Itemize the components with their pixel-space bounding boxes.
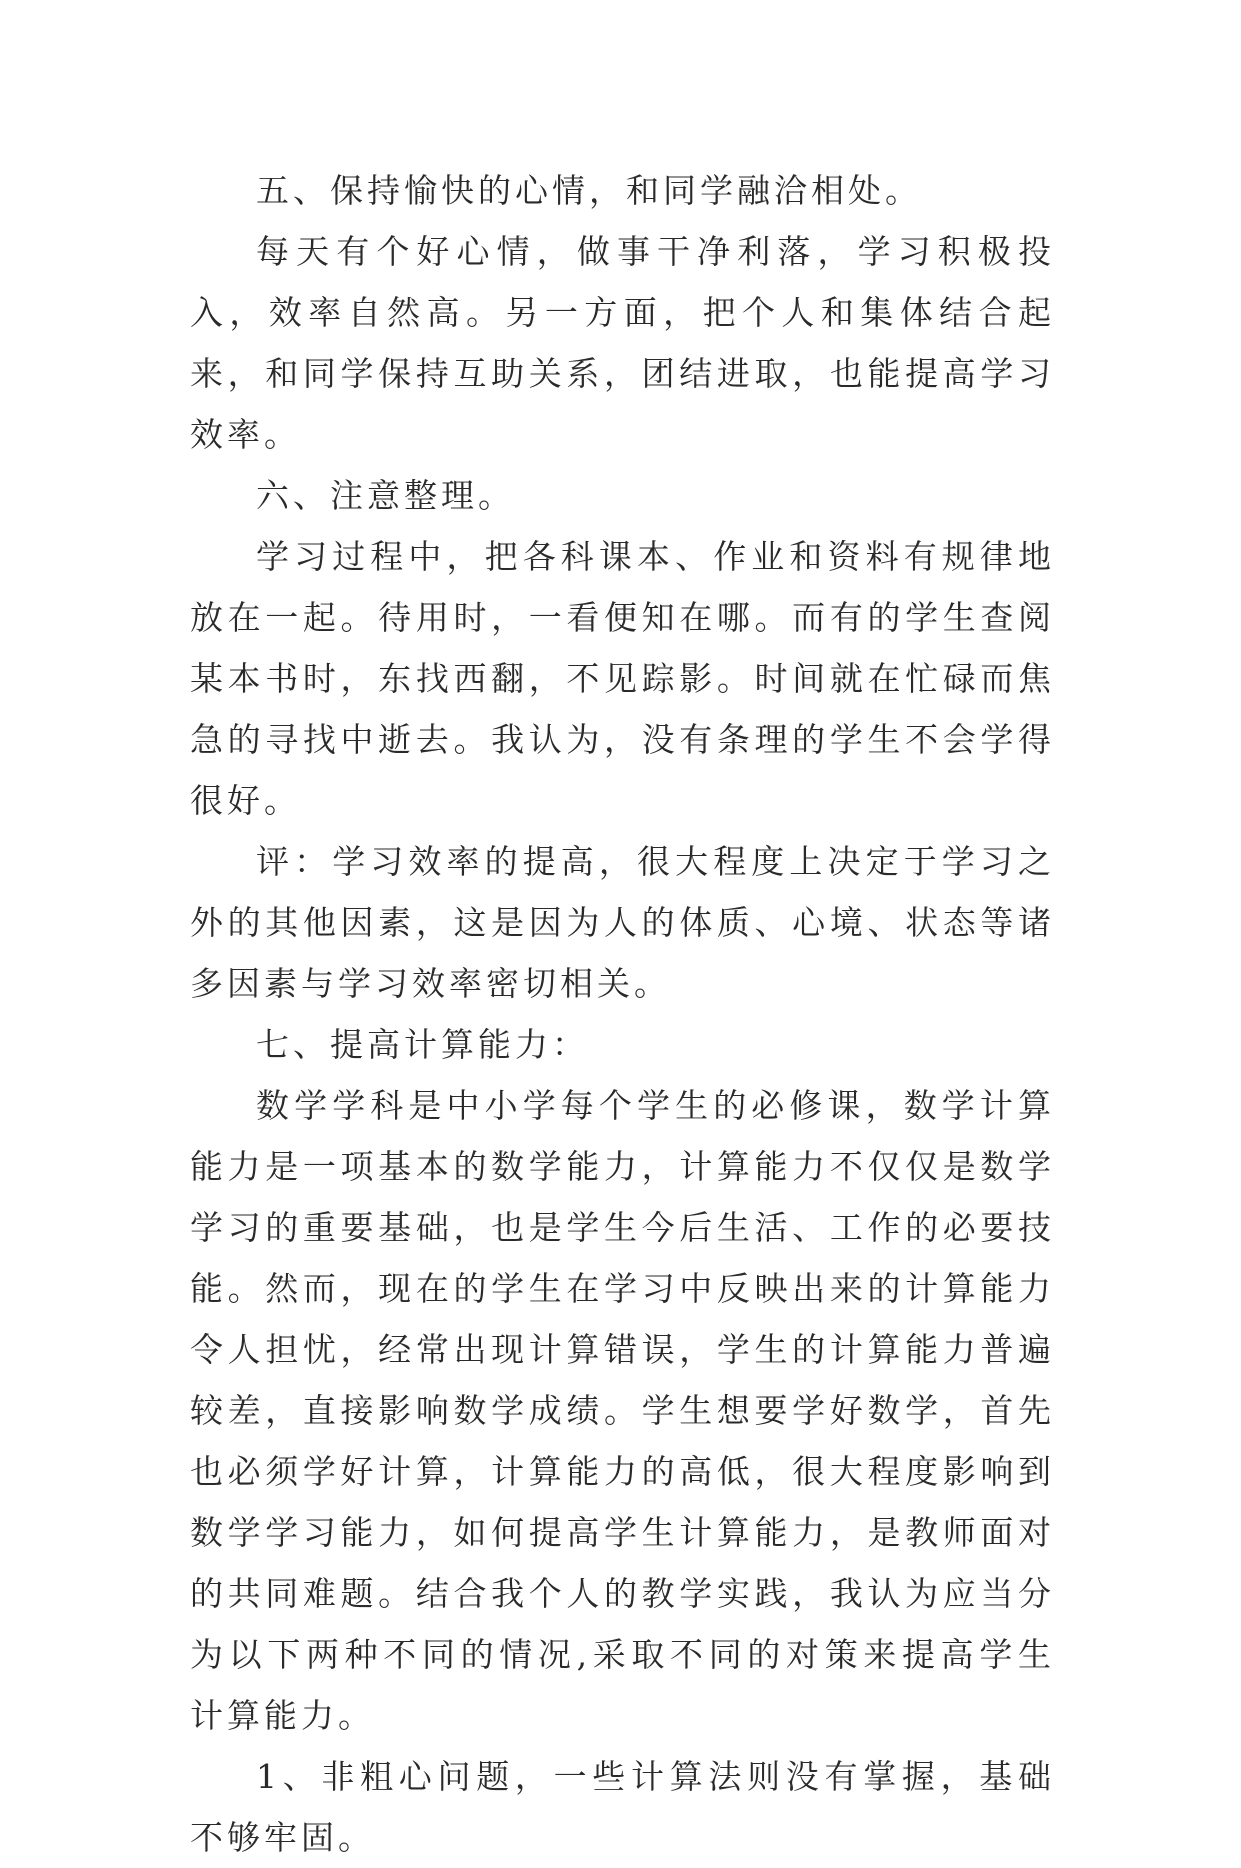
paragraph-good-mood: 每天有个好心情，做事干净利落，学习积极投入，效率自然高。另一方面，把个人和集体结合起来，和同学保持互助关系，团结进取，也能提高学习效率。 [190,232,1055,454]
document-body [190,160,1055,1868]
paragraph-organize: 学习过程中，把各科课本、作业和资料有规律地放在一起。待用时，一看便知在哪。而有的学生查阅某本书时，东找西翻，不见踪影。时间就在忙碌而焦急的寻找中逝去。我认为，没有条理的学生不会学得很好。 [190,537,1055,820]
section-heading-7: 七、提高计算能力： [256,1025,589,1064]
section-heading-5: 五、保持愉快的心情，和同学融洽相处。 [256,171,922,210]
paragraph-point-1: 1、非粗心问题，一些计算法则没有掌握，基础不够牢固。 [190,1757,1055,1857]
paragraph-comment: 评：学习效率的提高，很大程度上决定于学习之外的其他因素，这是因为人的体质、心境、状态等诸多因素与学习效率密切相关。 [190,842,1055,1003]
section-heading-6: 六、注意整理。 [256,476,515,515]
paragraph-calculation: 数学学科是中小学每个学生的必修课，数学计算能力是一项基本的数学能力，计算能力不仅仅是数学学习的重要基础，也是学生今后生活、工作的必要技能。然而，现在的学生在学习中反映出来的计算能力令人担忧，经常出现计算错误，学生的计算能力普遍较差，直接影响数学成绩。学生想要学好数学，首先也必须学好计算，计算能力的高低，很大程度影响到数学学习能力，如何提高学生计算能力，是教师面对的共同难题。结合我个人的教学实践，我认为应当分为以下两种不同的情况,采取不同的对策来提高学生计算能力。 [190,1086,1055,1735]
